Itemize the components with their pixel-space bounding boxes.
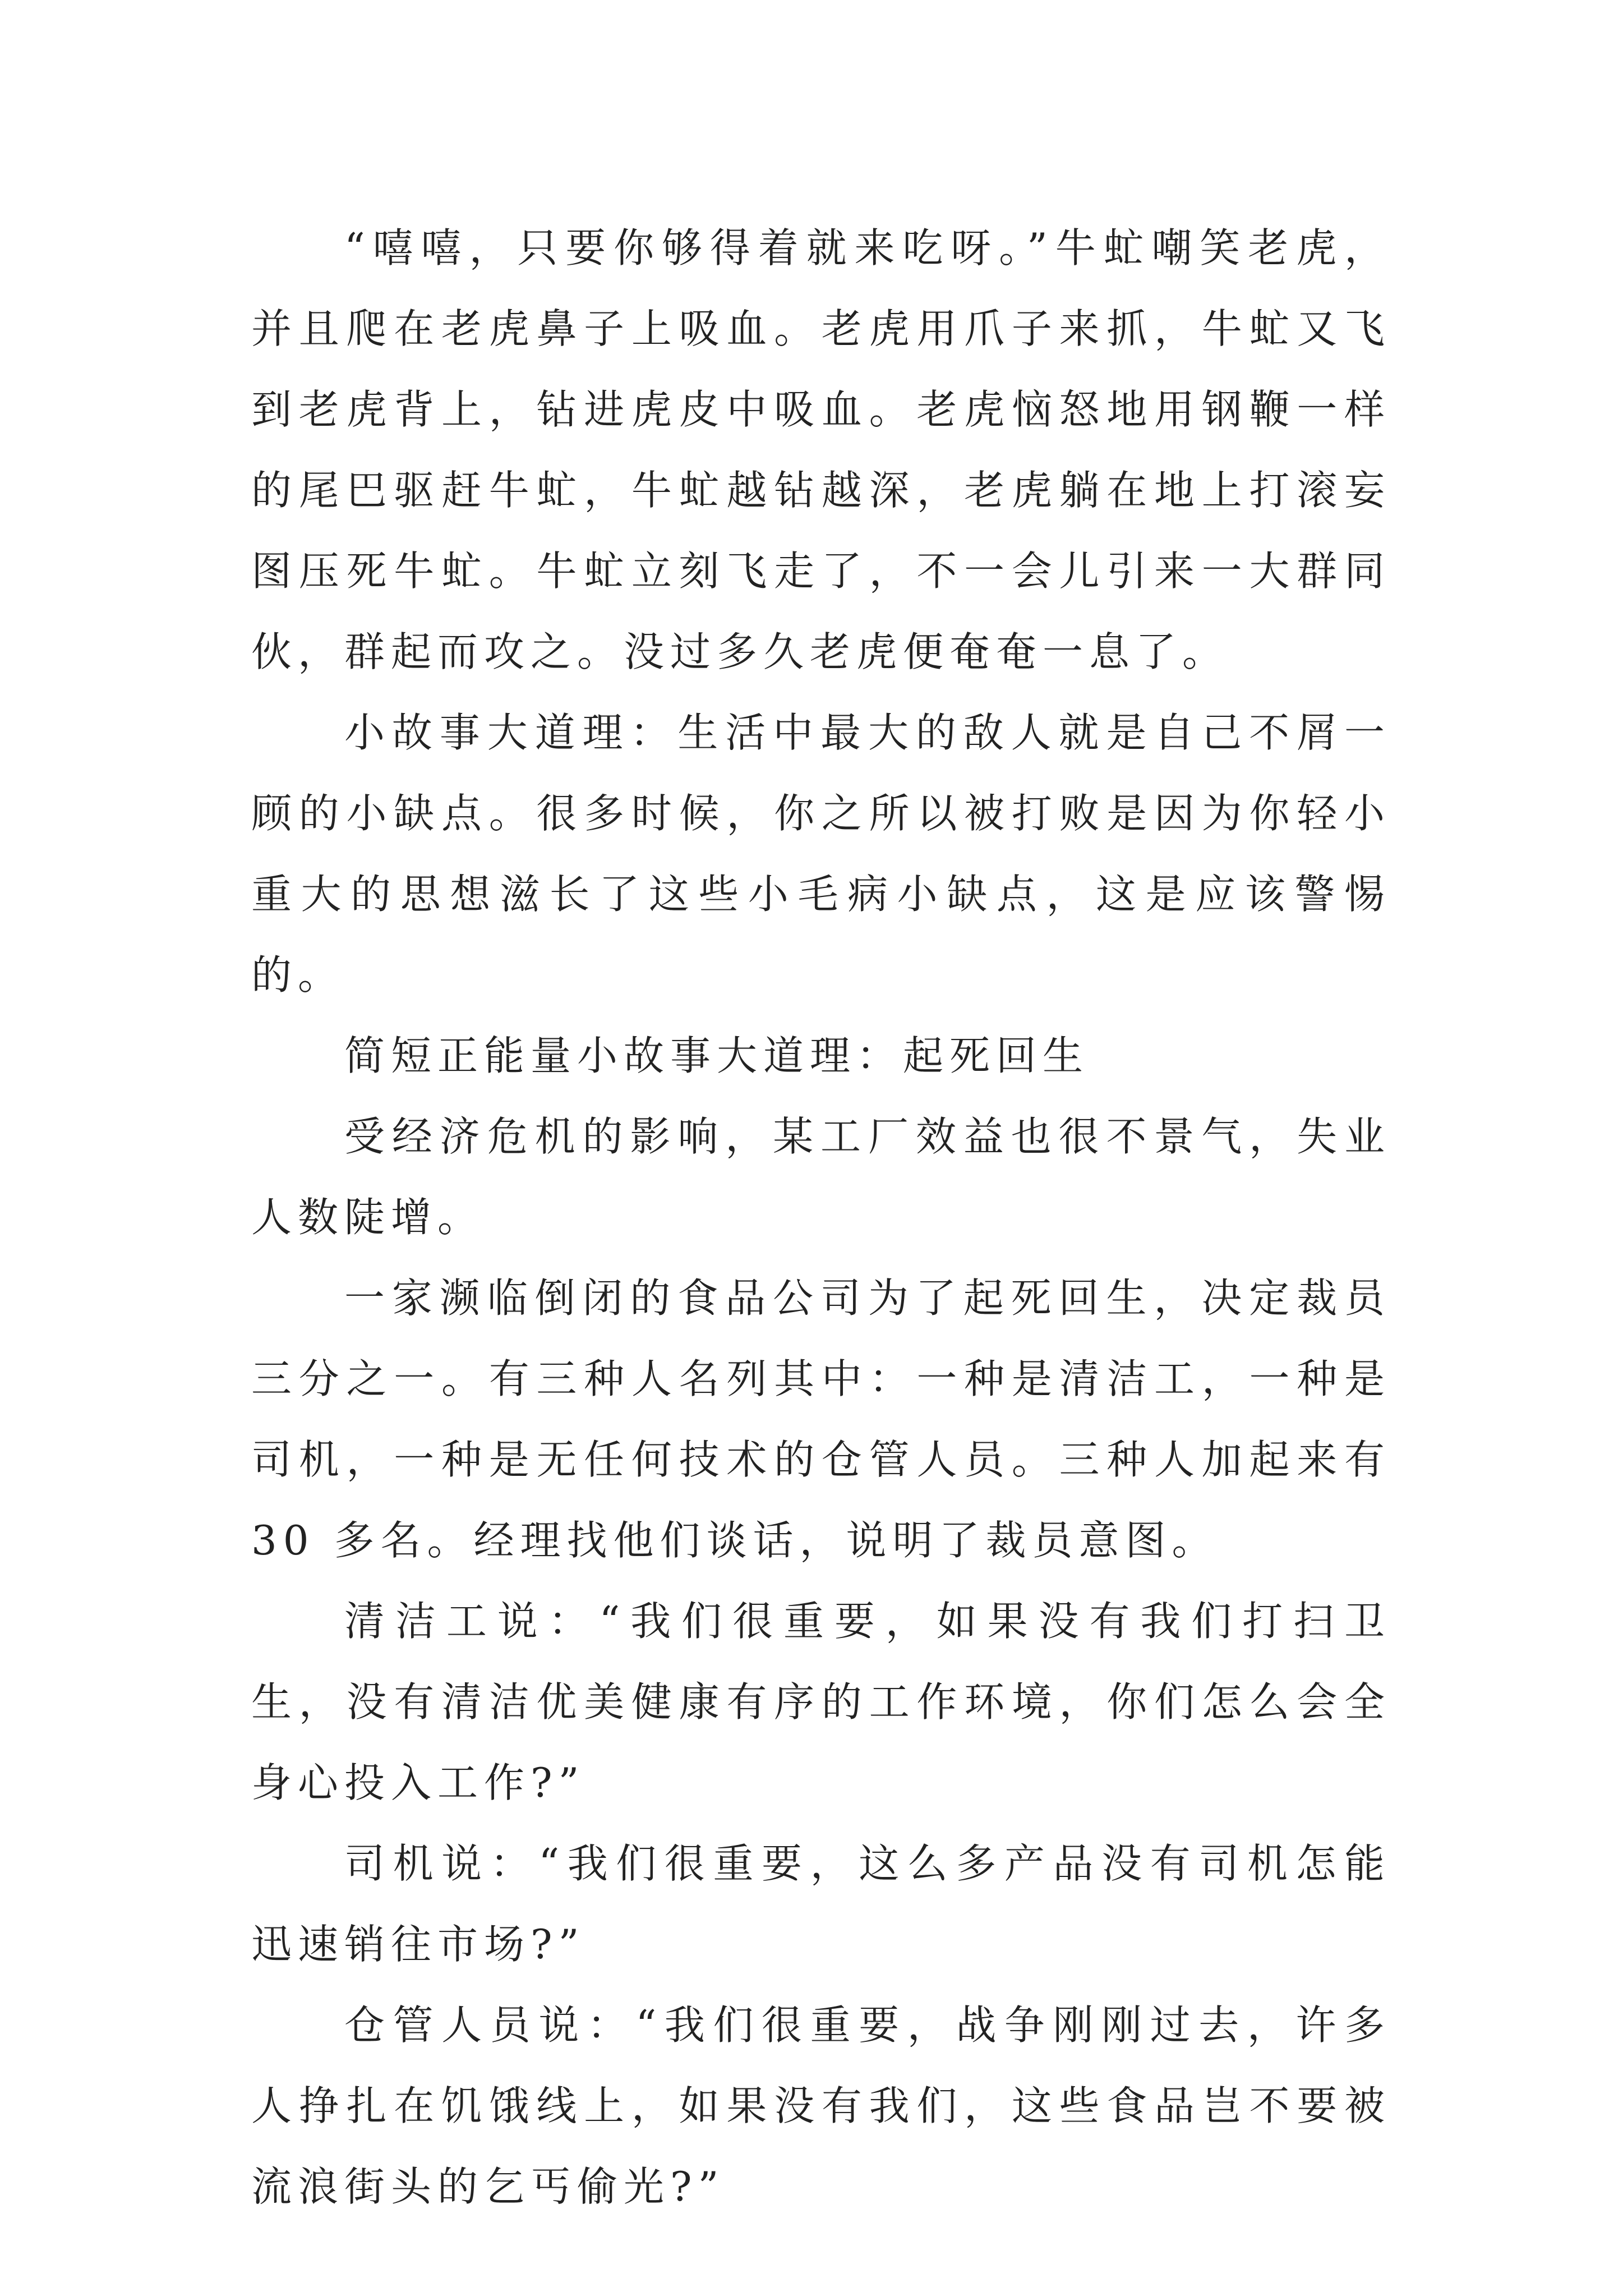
paragraph-layoff-plan: 一家濒临倒闭的食品公司为了起死回生，决定裁员三分之一。有三种人名列其中：一种是清洁工，一种是司机，一种是无任何技术的仓管人员。三种人加起来有 30 多名。经理找他们谈话，说明了裁员意图。	[251, 1274, 1391, 1564]
paragraph-driver-says: 司机说：“我们很重要，这么多产品没有司机怎能迅速销往市场?”	[251, 1840, 1391, 1968]
paragraph-warehouse-staff-says: 仓管人员说：“我们很重要，战争刚刚过去，许多人挣扎在饥饿线上，如果没有我们，这些食品岂不要被流浪街头的乞丐偷光?”	[251, 2001, 1391, 2210]
document-body	[251, 208, 1391, 2227]
story-heading: 简短正能量小故事大道理：起死回生	[344, 1032, 1090, 1079]
paragraph-cleaner-says: 清洁工说：“我们很重要，如果没有我们打扫卫生，没有清洁优美健康有序的工作环境，你们怎么会全身心投入工作?”	[251, 1598, 1391, 1806]
paragraph-moral-lesson: 小故事大道理：生活中最大的敌人就是自己不屑一顾的小缺点。很多时候，你之所以被打败是因为你轻小重大的思想滋长了这些小毛病小缺点，这是应该警惕的。	[251, 709, 1391, 999]
paragraph-economic-crisis: 受经济危机的影响，某工厂效益也很不景气，失业人数陡增。	[251, 1113, 1391, 1241]
paragraph-tiger-and-gadfly: “嘻嘻，只要你够得着就来吃呀。”牛虻嘲笑老虎，并且爬在老虎鼻子上吸血。老虎用爪子来抓，牛虻又飞到老虎背上，钻进虎皮中吸血。老虎恼怒地用钢鞭一样的尾巴驱赶牛虻，牛虻越钻越深，老虎躺在地上打滚妄图压死牛虻。牛虻立刻飞走了，不一会儿引来一大群同伙，群起而攻之。没过多久老虎便奄奄一息了。	[251, 224, 1391, 675]
